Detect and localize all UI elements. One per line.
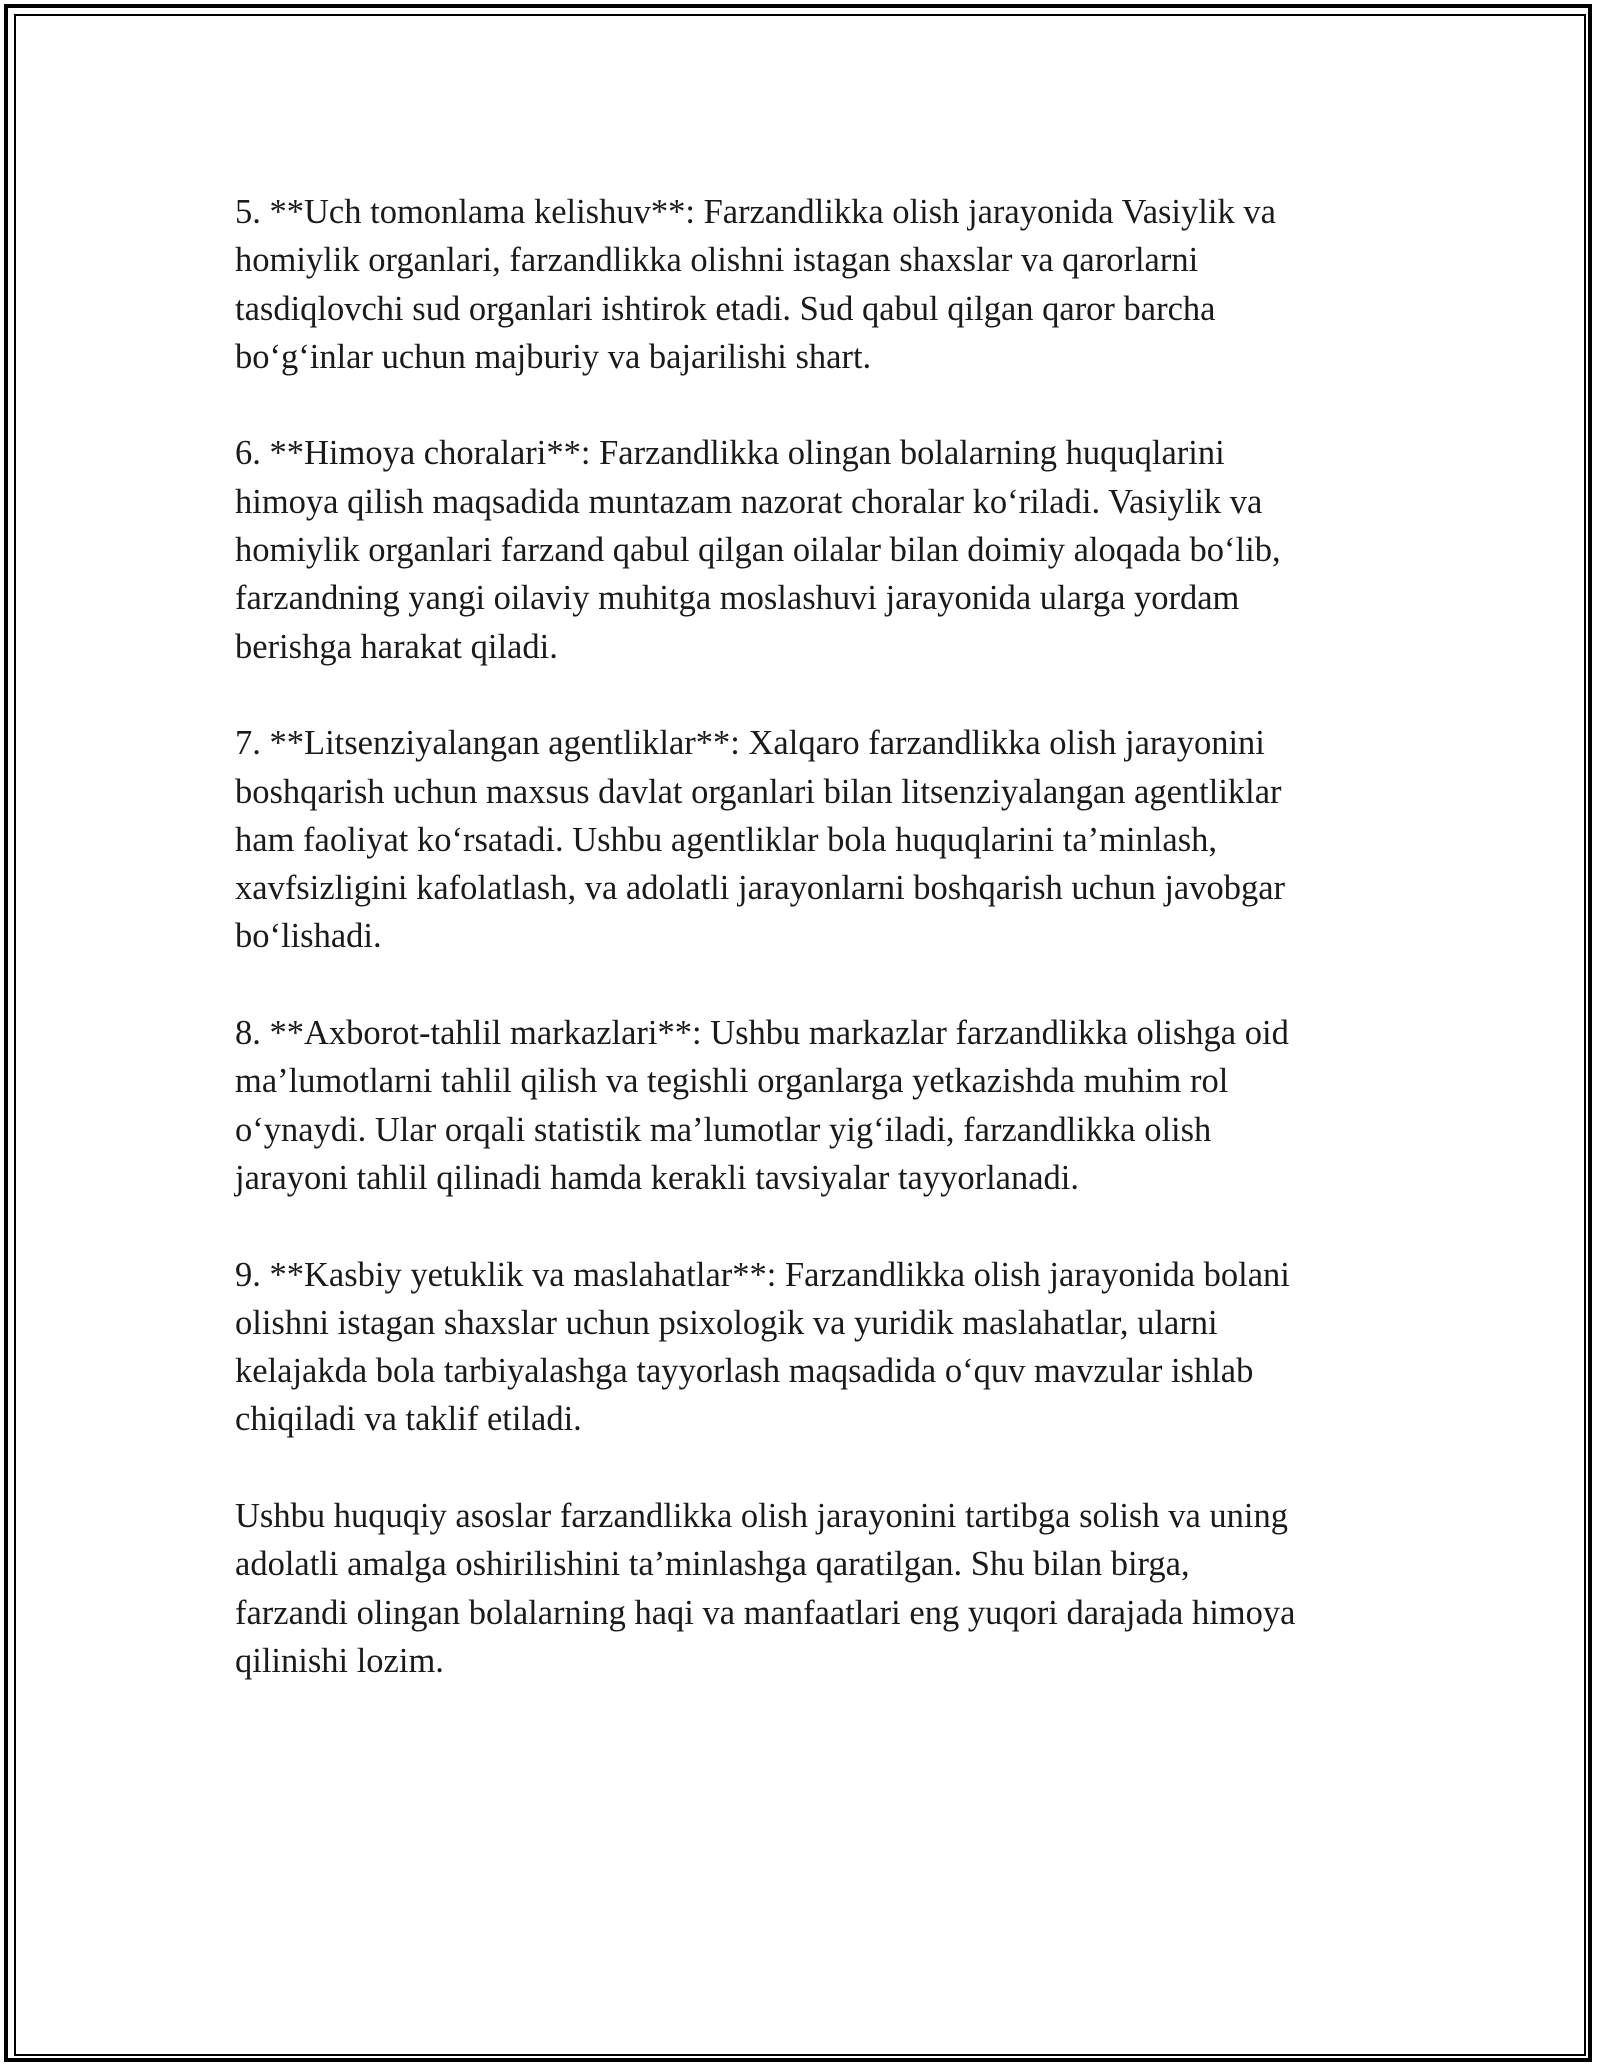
text-line: farzandi olingan bolalarning haqi va manfaatlari eng yuqori darajada himoya bbox=[235, 1593, 1296, 1632]
paragraph-himoya-choralari bbox=[235, 429, 1375, 670]
text-line: ma’lumotlarni tahlil qilish va tegishli organlarga yetkazishda muhim rol bbox=[235, 1062, 1229, 1101]
paragraph-kasbiy-yetuklik bbox=[235, 1251, 1375, 1444]
text-line: berishga harakat qiladi. bbox=[235, 627, 558, 666]
text-line: bo‘lishadi. bbox=[235, 917, 382, 956]
text-line: himoya qilish maqsadida muntazam nazorat choralar ko‘riladi. Vasiylik va bbox=[235, 482, 1263, 521]
text-line: chiqiladi va taklif etiladi. bbox=[235, 1400, 582, 1439]
text-line: farzandning yangi oilaviy muhitga moslashuvi jarayonida ularga yordam bbox=[235, 579, 1240, 618]
text-line: olishni istagan shaxslar uchun psixologik va yuridik maslahatlar, ularni bbox=[235, 1303, 1218, 1342]
text-line: ham faoliyat ko‘rsatadi. Ushbu agentliklar bola huquqlarini ta’minlash, bbox=[235, 820, 1218, 859]
text-line: boshqarish uchun maxsus davlat organlari bilan litsenziyalangan agentliklar bbox=[235, 772, 1282, 811]
text-line: 8. **Axborot-tahlil markazlari**: Ushbu markazlar farzandlikka olishga oid bbox=[235, 1014, 1289, 1053]
text-line: jarayoni tahlil qilinadi hamda kerakli tavsiyalar tayyorlanadi. bbox=[235, 1158, 1080, 1197]
text-line: bo‘g‘inlar uchun majburiy va bajarilishi shart. bbox=[235, 337, 872, 376]
text-line: adolatli amalga oshirilishini ta’minlashga qaratilgan. Shu bilan birga, bbox=[235, 1545, 1190, 1584]
text-line: 5. **Uch tomonlama kelishuv**: Farzandlikka olish jarayonida Vasiylik va bbox=[235, 193, 1276, 231]
text-line: o‘ynaydi. Ular orqali statistik ma’lumotlar yig‘iladi, farzandlikka olish bbox=[235, 1110, 1212, 1149]
text-line: 6. **Himoya choralari**: Farzandlikka olingan bolalarning huquqlarini bbox=[235, 434, 1225, 473]
text-line: kelajakda bola tarbiyalashga tayyorlash maqsadida o‘quv mavzular ishlab bbox=[235, 1352, 1254, 1391]
text-line: homiylik organlari, farzandlikka olishni istagan shaxslar va qarorlarni bbox=[235, 241, 1199, 280]
text-line: homiylik organlari farzand qabul qilgan oilalar bilan doimiy aloqada bo‘lib, bbox=[235, 531, 1281, 570]
text-line: 7. **Litsenziyalangan agentliklar**: Xalqaro farzandlikka olish jarayonini bbox=[235, 724, 1265, 763]
text-line: Ushbu huquqiy asoslar farzandlikka olish jarayonini tartibga solish va uning bbox=[235, 1497, 1289, 1536]
paragraph-litsenziyalangan-agentliklar bbox=[235, 719, 1375, 960]
text-line: tasdiqlovchi sud organlari ishtirok etadi. Sud qabul qilgan qaror barcha bbox=[235, 289, 1216, 328]
text-line: xavfsizligini kafolatlash, va adolatli jarayonlarni boshqarish uchun javobgar bbox=[235, 869, 1286, 908]
paragraph-uch-tomonlama-kelishuv bbox=[235, 188, 1375, 381]
document-body bbox=[235, 188, 1375, 1734]
paragraph-conclusion bbox=[235, 1492, 1375, 1685]
text-line: qilinishi lozim. bbox=[235, 1641, 444, 1680]
text-line: 9. **Kasbiy yetuklik va maslahatlar**: Farzandlikka olish jarayonida bolani bbox=[235, 1255, 1290, 1294]
paragraph-axborot-tahlil-markazlari bbox=[235, 1009, 1375, 1202]
